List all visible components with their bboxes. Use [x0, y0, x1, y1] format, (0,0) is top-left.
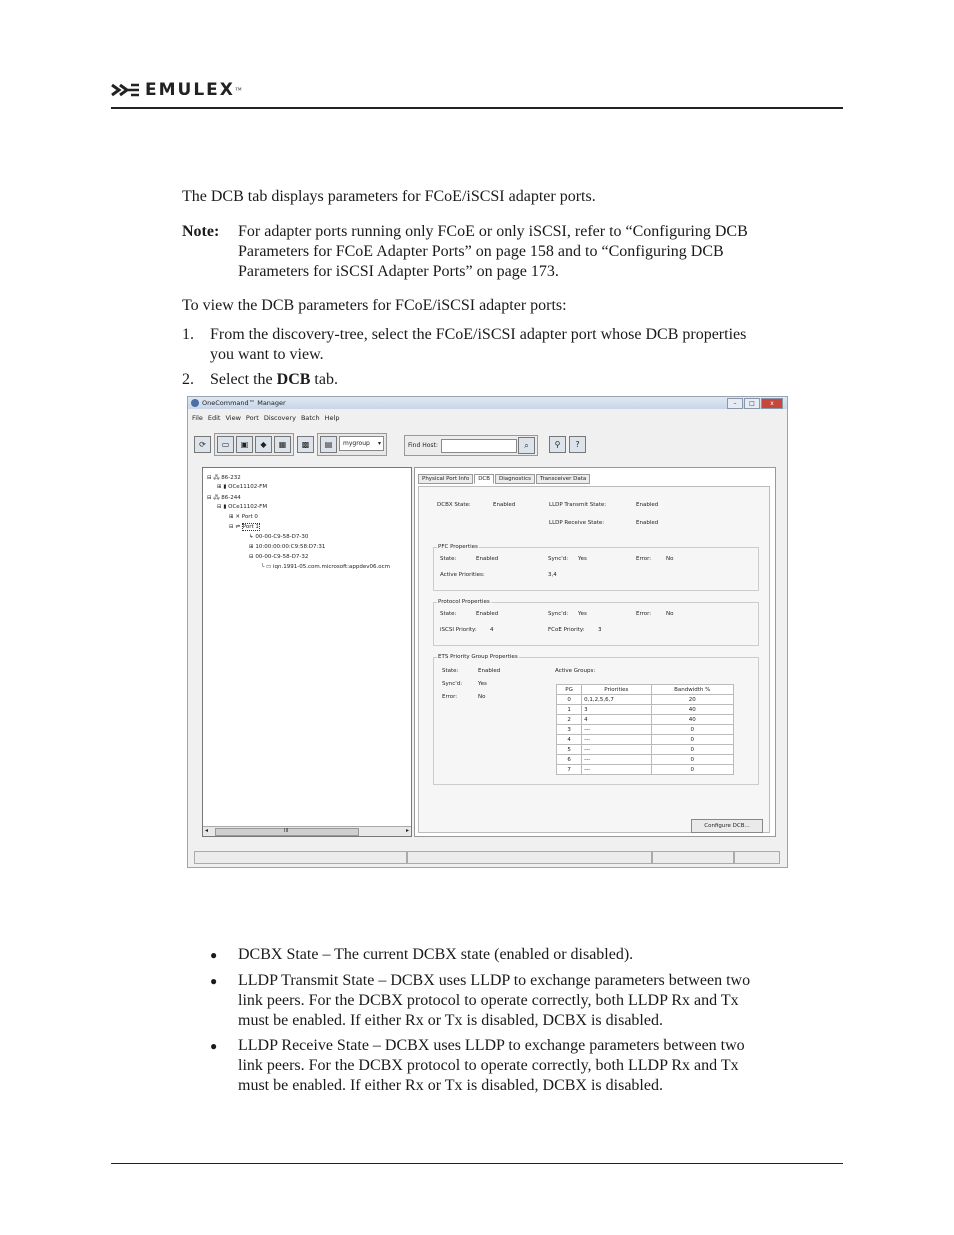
- app-icon: [191, 399, 199, 407]
- window-titlebar: [188, 397, 787, 409]
- bullet-line: LLDP Transmit State – DCBX uses LLDP to exchange parameters between two: [238, 972, 751, 989]
- bandwidth-cell: 0: [651, 745, 733, 755]
- menu-help[interactable]: Help: [324, 414, 340, 422]
- table-row[interactable]: [557, 725, 734, 735]
- refresh-icon[interactable]: ⟳: [194, 436, 211, 453]
- protocol-state-label: State:: [440, 611, 457, 617]
- bandwidth-cell: 0: [651, 765, 733, 775]
- table-row[interactable]: [557, 735, 734, 745]
- window-title: OneCommand™ Manager: [202, 399, 286, 407]
- dcb-tab-content: [418, 486, 770, 833]
- menu-edit[interactable]: Edit: [207, 414, 221, 422]
- priorities-cell: 0,1,2,5,6,7: [582, 695, 651, 705]
- menu-port[interactable]: Port: [245, 414, 259, 422]
- protocol-state-value: Enabled: [476, 611, 499, 617]
- pg-cell: 0: [557, 695, 582, 705]
- bandwidth-cell: 40: [651, 705, 733, 715]
- pg-cell: 2: [557, 715, 582, 725]
- menubar: [192, 414, 339, 422]
- tree-nic[interactable]: ↳ 00-00-C9-58-D7-30: [249, 534, 309, 540]
- tree-label: 86-244: [221, 495, 241, 501]
- pfc-properties-group: [433, 544, 759, 591]
- dcbx-state-value: Enabled: [493, 502, 516, 508]
- discovery-tree: [202, 467, 412, 837]
- table-row[interactable]: [557, 695, 734, 705]
- header-rule: [111, 107, 843, 109]
- tree-label: Port 1: [242, 524, 259, 530]
- priorities-cell: ---: [582, 745, 651, 755]
- configure-dcb-button[interactable]: Configure DCB...: [691, 819, 763, 833]
- bullet-icon: ●: [210, 948, 218, 962]
- step-1-line-1: From the discovery-tree, select the FCoE/iSCSI adapter port whose DCB properties: [210, 326, 747, 343]
- ets-state-label: State:: [442, 668, 459, 674]
- pg-cell: 4: [557, 735, 582, 745]
- toolbar: [194, 433, 387, 455]
- lldp-receive-value: Enabled: [636, 520, 659, 526]
- onecommand-manager-window: [187, 396, 788, 868]
- tree-host-86-244[interactable]: ⊟ 🖧 86-244: [207, 495, 241, 501]
- pg-cell: 3: [557, 725, 582, 735]
- tree-label: 00-00-C9-58-D7-32: [255, 554, 309, 560]
- logo-trademark: ™: [234, 86, 242, 94]
- tree-iqn[interactable]: └ ▭ iqn.1991-05.com.microsoft:appdev06.ocm: [261, 564, 390, 570]
- status-pane-1: [194, 851, 407, 864]
- step-2-pre: Select the: [210, 371, 277, 388]
- column-header-bandwidth[interactable]: Bandwidth %: [651, 685, 733, 695]
- bullet-lldp-receive: [210, 1036, 843, 1096]
- tree-iscsi[interactable]: ⊟ 00-00-C9-58-D7-32: [249, 554, 309, 560]
- tree-port-0[interactable]: ⊞ ✕ Port 0: [229, 514, 258, 520]
- status-pane-4: [734, 851, 780, 864]
- pfc-syncd-value: Yes: [578, 556, 587, 562]
- bandwidth-cell: 20: [651, 695, 733, 705]
- dcbx-state-label: DCBX State:: [437, 502, 471, 508]
- ets-state-value: Enabled: [478, 668, 501, 674]
- tree-host-86-232[interactable]: ⊟ 🖧 86-232: [207, 475, 241, 481]
- ets-syncd-label: Sync'd:: [442, 681, 463, 687]
- close-button[interactable]: x: [761, 398, 783, 409]
- group-dropdown[interactable]: mygroup ▾: [339, 436, 384, 451]
- pg-cell: 6: [557, 755, 582, 765]
- tab-strip: [418, 474, 591, 484]
- pfc-title: PFC Properties: [438, 544, 478, 550]
- intro-paragraph: The DCB tab displays parameters for FCoE/iSCSI adapter ports.: [182, 188, 596, 205]
- lldp-transmit-label: LLDP Transmit State:: [549, 502, 607, 508]
- pg-cell: 5: [557, 745, 582, 755]
- step-2-post: tab.: [310, 371, 338, 388]
- table-row[interactable]: [557, 705, 734, 715]
- protocol-error-value: No: [666, 611, 674, 617]
- view-toggle-group: [214, 433, 294, 456]
- step-2-bold: DCB: [276, 371, 311, 388]
- table-header-row: [557, 685, 734, 695]
- minimize-button[interactable]: –: [727, 398, 743, 409]
- bandwidth-cell: 0: [651, 735, 733, 745]
- emulex-logo-icon: [111, 83, 141, 97]
- tree-horizontal-scrollbar[interactable]: [203, 826, 411, 836]
- tab-physical-port-info[interactable]: Physical Port Info: [418, 474, 473, 484]
- tree-label: OCe11102-FM: [228, 484, 268, 490]
- priorities-cell: 3: [582, 705, 651, 715]
- ets-error-label: Error:: [442, 694, 458, 700]
- emulex-logo: [111, 80, 242, 100]
- properties-panel: [414, 467, 776, 837]
- pfc-active-label: Active Priorities:: [440, 572, 485, 578]
- scroll-left-icon[interactable]: ◂: [205, 827, 209, 834]
- tree-label: OCe11102-FM: [228, 504, 268, 510]
- ets-syncd-value: Yes: [478, 681, 487, 687]
- ets-title: ETS Priority Group Properties: [438, 654, 518, 660]
- menu-batch[interactable]: Batch: [300, 414, 320, 422]
- note-line-1: For adapter ports running only FCoE or only iSCSI, refer to “Configuring DCB: [238, 223, 748, 240]
- active-groups-label: Active Groups:: [555, 668, 596, 674]
- fabric-view-icon[interactable]: ▣: [236, 436, 253, 453]
- tree-label: Port 0: [241, 514, 258, 520]
- step-2-text: [210, 370, 338, 390]
- note-line-2: Parameters for FCoE Adapter Ports” on page 158 and to “Configuring DCB: [238, 243, 724, 260]
- bullet-icon: ●: [210, 1039, 218, 1053]
- priorities-cell: 4: [582, 715, 651, 725]
- bandwidth-cell: 0: [651, 755, 733, 765]
- find-host-box: [404, 435, 538, 456]
- pfc-error-value: No: [666, 556, 674, 562]
- host-view-icon[interactable]: ▭: [217, 436, 234, 453]
- tab-diagnostics[interactable]: Diagnostics: [495, 474, 535, 484]
- note-line-3: Parameters for iSCSI Adapter Ports” on page 173.: [238, 263, 559, 280]
- note-label: Note:: [182, 223, 220, 240]
- bullet-dcbx-state: [210, 945, 843, 965]
- priority-group-table: [556, 684, 734, 775]
- step-2-number: 2.: [182, 371, 194, 388]
- protocol-error-label: Error:: [636, 611, 652, 617]
- protocol-syncd-value: Yes: [578, 611, 587, 617]
- tree-label: 00-00-C9-58-D7-30: [255, 534, 309, 540]
- tree-port-1[interactable]: ⊟ ⇌ Port 1: [229, 524, 259, 530]
- priorities-cell: ---: [582, 755, 651, 765]
- view-intro: To view the DCB parameters for FCoE/iSCSI adapter ports:: [182, 297, 567, 314]
- bullet-line: must be enabled. If either Rx or Tx is disabled, DCBX is disabled.: [238, 1077, 663, 1094]
- table-row[interactable]: [557, 745, 734, 755]
- protocol-syncd-label: Sync'd:: [548, 611, 569, 617]
- maximize-button[interactable]: □: [744, 398, 760, 409]
- table-row[interactable]: [557, 765, 734, 775]
- group-select-area: [317, 433, 387, 456]
- iscsi-priority-value: 4: [490, 627, 494, 633]
- status-pane-2: [407, 851, 652, 864]
- tree-fcoe[interactable]: ⊞ 10:00:00:00:C9:58:D7:31: [249, 544, 326, 550]
- column-header-pg[interactable]: PG: [557, 685, 582, 695]
- priorities-cell: ---: [582, 725, 651, 735]
- bullet-line: LLDP Receive State – DCBX uses LLDP to exchange parameters between two: [238, 1037, 745, 1054]
- protocol-title: Protocol Properties: [438, 599, 490, 605]
- tree-label: 10:00:00:00:C9:58:D7:31: [255, 544, 326, 550]
- find-host-label: Find Host:: [408, 442, 438, 449]
- tree-adapter[interactable]: ⊟ ▮ OCe11102-FM: [217, 504, 268, 510]
- tree-scroll-thumb[interactable]: [215, 828, 359, 836]
- adapter-view-icon[interactable]: ▦: [274, 436, 291, 453]
- pg-cell: 7: [557, 765, 582, 775]
- priorities-cell: ---: [582, 735, 651, 745]
- status-pane-3: [652, 851, 734, 864]
- bullet-line: link peers. For the DCBX protocol to operate correctly, both LLDP Rx and Tx: [238, 1057, 739, 1074]
- tab-transceiver-data[interactable]: Transceiver Data: [536, 474, 590, 484]
- help-icon[interactable]: ?: [569, 436, 586, 453]
- priorities-cell: ---: [582, 765, 651, 775]
- menu-discovery[interactable]: Discovery: [263, 414, 296, 422]
- menu-file[interactable]: File: [192, 414, 203, 422]
- pg-cell: 1: [557, 705, 582, 715]
- status-bar: [194, 851, 780, 863]
- bandwidth-cell: 0: [651, 725, 733, 735]
- scroll-thumb-grip: III: [284, 828, 289, 834]
- pfc-syncd-label: Sync'd:: [548, 556, 569, 562]
- group-view-icon[interactable]: ▩: [297, 436, 314, 453]
- step-1-number: 1.: [182, 326, 194, 343]
- protocol-properties-group: [433, 599, 759, 646]
- bullet-icon: ●: [210, 974, 218, 988]
- logo-text: EMULEX: [145, 80, 235, 100]
- tree-adapter[interactable]: ⊞ ▮ OCe11102-FM: [217, 484, 268, 490]
- ets-error-value: No: [478, 694, 486, 700]
- pfc-state-value: Enabled: [476, 556, 499, 562]
- scroll-right-icon[interactable]: ▸: [405, 827, 409, 834]
- tree-label: 86-232: [221, 475, 241, 481]
- lldp-receive-label: LLDP Receive State:: [549, 520, 605, 526]
- fcoe-priority-value: 3: [598, 627, 602, 633]
- ets-properties-group: [433, 654, 759, 785]
- bullet-line: DCBX State – The current DCBX state (enabled or disabled).: [238, 946, 634, 963]
- vport-view-icon[interactable]: ◆: [255, 436, 272, 453]
- filter-icon[interactable]: ⚲: [549, 436, 566, 453]
- pfc-active-value: 3,4: [548, 572, 557, 578]
- bandwidth-cell: 40: [651, 715, 733, 725]
- bullet-lldp-transmit: [210, 971, 843, 1031]
- table-row[interactable]: [557, 715, 734, 725]
- table-row[interactable]: [557, 755, 734, 765]
- lldp-transmit-value: Enabled: [636, 502, 659, 508]
- iscsi-priority-label: iSCSI Priority:: [440, 627, 477, 633]
- find-host-search-icon[interactable]: ⌕: [518, 437, 535, 454]
- tree-label: iqn.1991-05.com.microsoft:appdev06.ocm: [273, 564, 390, 570]
- bullet-line: link peers. For the DCBX protocol to operate correctly, both LLDP Rx and Tx: [238, 992, 739, 1009]
- fcoe-priority-label: FCoE Priority:: [548, 627, 585, 633]
- group-icon[interactable]: ▤: [320, 436, 337, 453]
- find-host-input[interactable]: [441, 439, 517, 453]
- pfc-state-label: State:: [440, 556, 457, 562]
- window-controls: [727, 398, 783, 409]
- tab-dcb[interactable]: DCB: [474, 474, 494, 484]
- pfc-error-label: Error:: [636, 556, 652, 562]
- menu-view[interactable]: View: [225, 414, 241, 422]
- footer-rule: [111, 1163, 843, 1164]
- bullet-line: must be enabled. If either Rx or Tx is disabled, DCBX is disabled.: [238, 1012, 663, 1029]
- step-1-line-2: you want to view.: [210, 346, 324, 363]
- column-header-priorities[interactable]: Priorities: [582, 685, 651, 695]
